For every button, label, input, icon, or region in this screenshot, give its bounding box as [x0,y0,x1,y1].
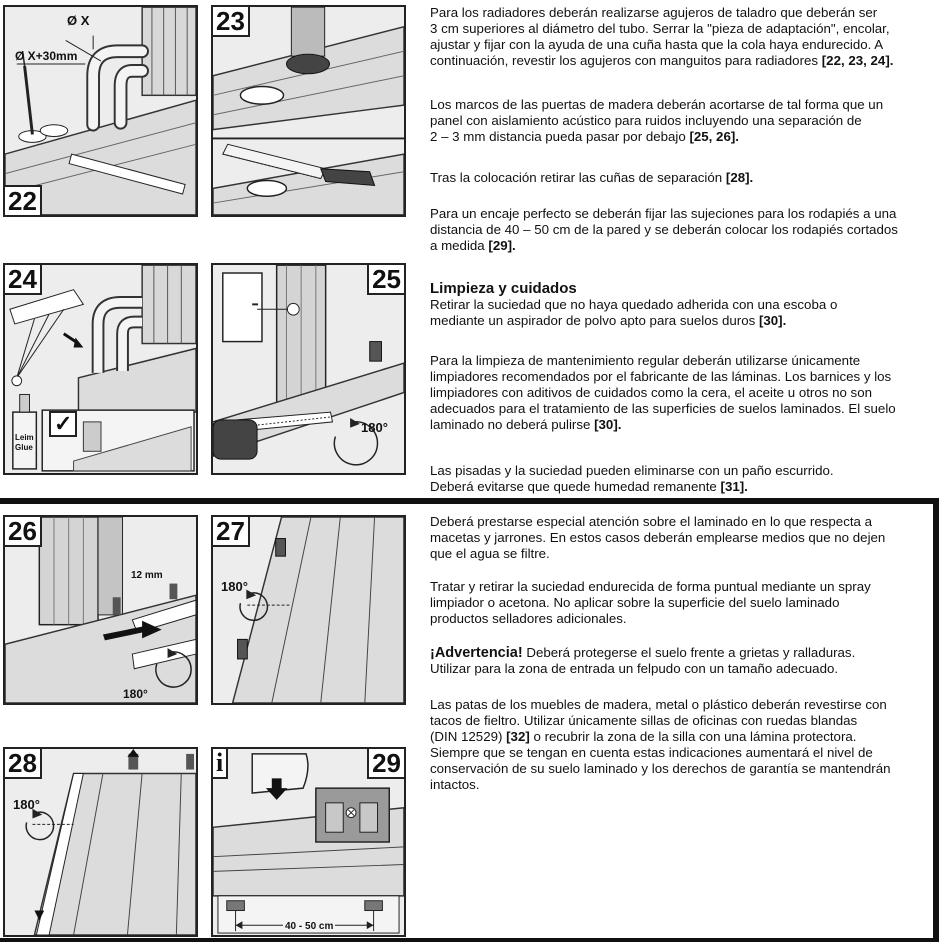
paragraph [430,297,930,329]
drill-and-saw-illustration [213,7,404,215]
section-cleaning [430,280,930,329]
text-radiators [430,5,930,69]
diameter-label: Ø X [67,13,90,28]
glue-bottle-label: Leim Glue [15,433,34,452]
figure-reference: [30]. [594,417,622,432]
section-border-right [933,498,939,942]
distance-label: 40 - 50 cm [285,921,334,932]
section-border-bottom [0,938,939,942]
figure-26 [3,515,198,705]
paragraph-text: Tras la colocación retirar las cuñas de separación [430,170,726,185]
text-furniture [430,697,930,793]
diameter-plus-30-label: Ø X+30mm [15,49,78,63]
door-frame-saw-illustration [213,265,404,473]
figure-reference: [31]. [720,479,748,494]
text-warning [430,645,930,677]
paragraph-text: Las pisadas y la suciedad pueden eliminarse con un paño escurrido. Deberá evitarse que quede humedad remanente [430,463,834,494]
paragraph [430,463,930,495]
figure-number: 23 [211,5,250,37]
paragraph [430,697,930,793]
figure-number: 25 [367,263,406,295]
rotation-label: 180° [13,797,40,812]
paragraph-text: Para un encaje perfecto se deberán fijar las sujeciones para los rodapiés a una distancia de 40 – 50 cm de la pared y se deberán colocar los rodapiés cortados a medida [430,206,898,253]
figure-27 [211,515,406,705]
figure-reference: [29]. [488,238,516,253]
figure-number: 29 [367,747,406,779]
paragraph-text: Deberá protegerse el suelo frente a grietas y ralladuras. Utilizar para la zona de entrada un felpudo con un tamaño adecuado. [430,645,856,676]
text-stains [430,579,930,627]
paragraph [430,170,930,186]
section-heading: Limpieza y cuidados [430,280,577,297]
rotation-label: 180° [361,420,388,435]
text-maintenance [430,353,930,433]
rotation-label: 180° [221,579,248,594]
paragraph [430,5,930,69]
text-door-frames [430,97,930,145]
paragraph-text: Retirar la suciedad que no haya quedado adherida con una escoba o mediante un aspirador de polvo apto para suelos duros [430,297,838,328]
warning-title: ¡Advertencia! [430,645,523,661]
paragraph-text: Para la limpieza de mantenimiento regular deberán utilizarse únicamente limpiadores recomendados por el fabricante de las láminas. Los barnices y los limpiadores con aditivos de cuidados como la cera, el aceite u otros no son adecuados para el tratamiento de las superficies de suelos laminados. El suelo laminado no deberá pulirse [430,353,896,432]
figure-number: 28 [3,747,42,779]
figure-23 [211,5,406,217]
paragraph-text: Para los radiadores deberán realizarse agujeros de taladro que deberán ser 3 cm superiores al diámetro del tubo. Serrar la "pieza de adaptación", encolar, ajustar y fijar con la ayuda de una cuña hasta que la cola haya endurecido. A continuación, revestir los agujeros con manguitos para radiadores [430,5,890,68]
figure-22 [3,5,198,217]
check-mark-icon: ✓ [49,411,77,437]
text-spacers [430,170,930,186]
paragraph-text: Las patas de los muebles de madera, metal o plástico deberán revestirse con tacos de fieltro. Utilizar únicamente sillas de oficinas con ruedas blandas (DIN 12529) [430,697,887,744]
paragraph [430,206,930,254]
section-divider [0,498,939,504]
paragraph-text: Los marcos de las puertas de madera deberán acortarse de tal forma que un panel con aislamiento acústico para ruidos incluyendo una separación de 2 – 3 mm distancia pueda pasar por debajo [430,97,884,144]
figure-reference: [22, 23, 24]. [821,53,894,68]
figure-25 [211,263,406,475]
paragraph: Tratar y retirar la suciedad endurecida de forma puntual mediante un spray limpiador o acetona. No aplicar sobre la superficie del suelo laminado productos selladores adicionales. [430,579,871,626]
radiator-holes-illustration [5,7,196,215]
paragraph-text: o recubrir la zona de la silla con una lámina protectora. Siempre que se tengan en cuenta estas indicaciones aumentará el nivel de conservación de su suelo laminado y los derechos de garantía se mantendrán intactos. [430,729,891,792]
figure-28 [3,747,198,937]
text-plants [430,514,930,562]
figure-reference: [25, 26]. [689,129,739,144]
gap-label: 12 mm [131,570,163,581]
rotation-label: 180° [123,687,148,701]
figure-number: 24 [3,263,42,295]
figure-29 [211,747,406,937]
paragraph [430,97,930,145]
figure-reference: [30]. [758,313,787,328]
figure-number: 27 [211,515,250,547]
paragraph [430,645,930,677]
figure-reference: [32] [506,729,530,744]
info-icon: i [211,747,228,779]
paragraph [430,353,930,433]
figure-number: 22 [3,185,42,217]
figure-reference: [28]. [725,170,754,185]
figure-24 [3,263,198,475]
text-skirting [430,206,930,254]
paragraph: Deberá prestarse especial atención sobre el laminado en lo que respecta a macetas y jarrones. En estos casos deberán emplearse medios que no dejen que el agua se filtre. [430,514,886,561]
text-footprints [430,463,930,495]
figure-number: 26 [3,515,42,547]
